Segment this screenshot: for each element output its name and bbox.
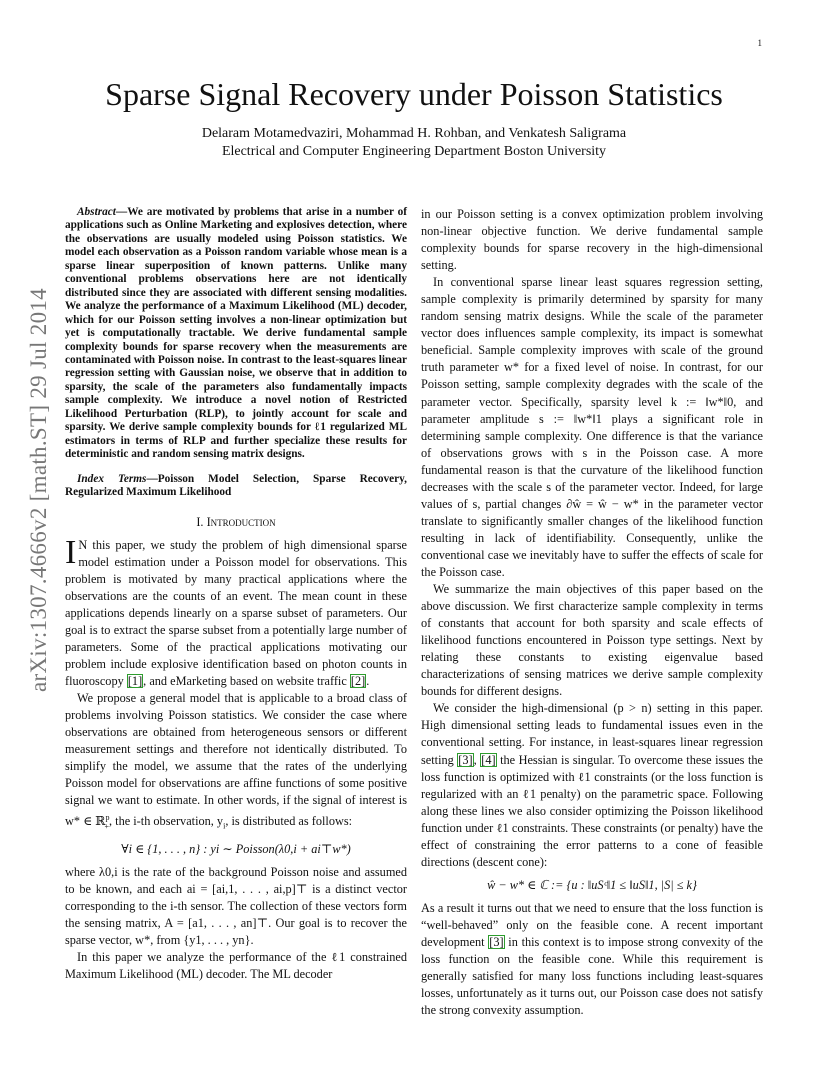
right-p5-text-a: As a result it turns out that we need to ensure that the loss function is “well-behaved” only on the feasible cone. A recent important development <box>421 900 763 949</box>
intro-p2-text-c: , is distributed as follows: <box>225 814 353 829</box>
abstract <box>65 206 407 462</box>
right-paragraph-1: in our Poisson setting is a convex optimization problem involving non-linear objective function. We derive fundamental sample complexity bounds for sparse recovery in the high-dimensional setting. <box>421 207 763 273</box>
citation-link-1[interactable]: [1] <box>127 673 143 688</box>
right-paragraph-3: We summarize the main objectives of this paper based on the above discussion. We first characterize sample complexity in terms of constants that account for both sparsity and scale effects of likelihood functions encountered in Poisson type settings. Next by relating these constants to existing eigenvalue based characterizations of sensing matrices we derive sample complexity bounds for different designs. <box>421 582 763 699</box>
citation-link-5[interactable]: [3] <box>489 934 504 949</box>
index-terms <box>65 473 407 500</box>
right-p5-text-b: in this context is to impose strong convexity of the loss function on the feasible cone. While this requirement is generally satisfied for many loss functions including least-squares losses, unfortunately as it turns out, our Poisson case does not satisfy the strong convexity assumption. <box>421 934 763 1018</box>
intro-paragraph-1 <box>65 533 407 690</box>
citation-link-2[interactable]: [2] <box>350 673 366 688</box>
citation-link-4[interactable]: [4] <box>481 752 496 767</box>
right-p4-sep: , <box>473 752 481 767</box>
intro-p2-text-b: , the i-th observation, y <box>109 814 224 829</box>
author-names: Delaram Motamedvaziri, Mohammad H. Rohban, and Venkatesh Saligrama <box>201 126 627 141</box>
arxiv-sidebar <box>22 290 56 690</box>
abstract-lead: Abstract <box>77 206 116 218</box>
right-column <box>421 206 763 1019</box>
right-paragraph-5 <box>421 900 763 1019</box>
author-block <box>0 125 828 161</box>
index-terms-text: —Poisson Model Selection, Sparse Recovery, Regularized Maximum Likelihood <box>65 472 407 499</box>
drop-cap: I <box>65 533 77 571</box>
paper-title: Sparse Signal Recovery under Poisson Statistics <box>105 76 723 112</box>
intro-p2-text-a: We propose a general model that is applicable to a broad class of problems involving Poisson statistics. We consider the case where observations are obtained from heterogeneous sensors or different measurement settings and therefore not identically distributed. To simplify the model, we assume that the rates of the underlying Poisson model for observations are affine functions of some positive signal we want to estimate. In other words, if the signal of interest is w* ∈ ℝ <box>65 690 407 829</box>
section-heading-introduction: I. Introduction <box>196 514 276 529</box>
intro-p1-text-b: , and eMarketing based on website traffic <box>143 673 350 688</box>
right-p4-text-b: the Hessian is singular. To overcome these issues the loss function is optimized with ℓ1 constraints (or the loss function is regularized with an ℓ1 penalty) on the parametric space. Following along these lines we also consider optimizing the Poisson likelihood function under ℓ1 constraints. These constraints (or penalty) have the effect of constraining the error patterns to a cone of feasible directions (descent cone): <box>421 752 763 869</box>
intro-p1-text: N this paper, we study the problem of high dimensional sparse model estimation under a Poisson model for observations. This problem is motivated by many practical applications where the observations are the counts of an event. The mean count in these applications depends linearly on a sparse subset of parameters. Our goal is to extract the sparse subset from a potentially large number of parameters. Some of the practical applications motivating our problem include explosive identification based on photon counts in fluoroscopy <box>65 537 407 688</box>
intro-paragraph-4: In this paper we analyze the performance of the ℓ1 constrained Maximum Likelihood (ML) decoder. The ML decoder <box>65 950 407 982</box>
right-paragraph-4 <box>421 700 763 870</box>
intro-paragraph-3: where λ0,i is the rate of the background Poisson noise and assumed to be known, and each ai = [ai,1, . . . , ai,p]⊤ is a distinct vector corresponding to the i-th sensor. The collection of these vectors form the sensing matrix, A = [a1, . . . , an]⊤. Our goal is to recover the sparse vector, w*, from {y1, . . . , yn}. <box>65 864 407 948</box>
right-paragraph-2: In conventional sparse linear least squares regression setting, sample complexity is primarily determined by sparsity for many random sensing matrix designs. While the scale of the parameter vector does influences sample complexity, its impact is somewhat beneficial. Sample complexity improves with scale of the ground truth parameter w* for a fixed level of noise. In contrast, for our Poisson setting, sample complexity degrades with the scale of the parameter vector. Specifically, sparsity level k := ‖w*‖0, and parameter amplitude s := ‖w*‖1 plays a significant role in determining sample complexity. One difference is that the variance of observations grows with s in the Poisson case. A more fundamental reason is that the curvature of the likelihood function decreases with the scale s of the parameter vector. Indeed, for large values of s, partial changes ∂ŵ = ŵ − w* in the parameter vector translate to significantly smaller changes of the likelihood function resulting in lack of identifiability. Consequently, unlike the conventional case we inevitably have to suffer the effects of scale for the Poisson case. <box>421 275 763 579</box>
left-column <box>65 206 407 983</box>
citation-link-3[interactable]: [3] <box>458 752 473 767</box>
equation-poisson-model: ∀i ∈ {1, . . . , n} : yi ∼ Poisson(λ0,i + ai⊤w*) <box>121 841 351 856</box>
abstract-text: —We are motivated by problems that arise in a number of applications such as Online Marketing and explosives detection, where the observations are usually modeled using Poisson statistics. We model each observation as a Poisson random variable whose mean is a sparse linear superposition of known patterns. Unlike many conventional problems observations here are not identically distributed since they are associated with different sensing modalities. We analyze the performance of a Maximum Likelihood (ML) decoder, which for our Poisson setting involves a non-linear optimization but yet is computationally tractable. We derive fundamental sample complexity bounds for sparse recovery when the measurements are contaminated with Poisson noise. In contrast to the least-squares linear regression setting with Gaussian noise, we observe that in addition to sparsity, the scale of the parameters also fundamentally impacts sample complexity. We introduce a novel notion of Restricted Likelihood Perturbation (RLP), to jointly account for scale and sparsity. We derive sample complexity bounds for ℓ1 regularized ML estimators in terms of RLP and further specialize these results for deterministic and random sensing matrix designs. <box>65 206 407 461</box>
equation-descent-cone: ŵ − w* ∈ ℂ := {u : ‖uSᶜ‖1 ≤ ‖uS‖1, |S| ≤ k} <box>487 877 697 892</box>
affiliation: Electrical and Computer Engineering Department Boston University <box>221 144 607 159</box>
index-terms-lead: Index Terms <box>77 472 147 485</box>
intro-p1-text-c: . <box>366 673 370 688</box>
page-number: 1 <box>757 38 762 48</box>
arxiv-identifier: arXiv:1307.4666v2 [math.ST] 29 Jul 2014 <box>26 288 51 692</box>
right-p4-text-a: We consider the high-dimensional (p > n) setting in this paper. High dimensional setting leads to fundamental issues even in the conventional setting. For instance, in least-squares linear regression setting <box>421 701 763 767</box>
intro-paragraph-2: We propose a general model that is applicable to a broad class of problems involving Poisson statistics. We consider the case where observations are obtained from heterogeneous sensors or different measurement settings and therefore not identically distributed. To simplify the model, we assume that the rates of the underlying Poisson model for observations are affine functions of some positive signal we want to estimate. In other words, if the signal of interest is w* ∈ ℝ$^p_+$, the i-th observation, $y_i$, is distributed as follows: <box>65 690 407 831</box>
